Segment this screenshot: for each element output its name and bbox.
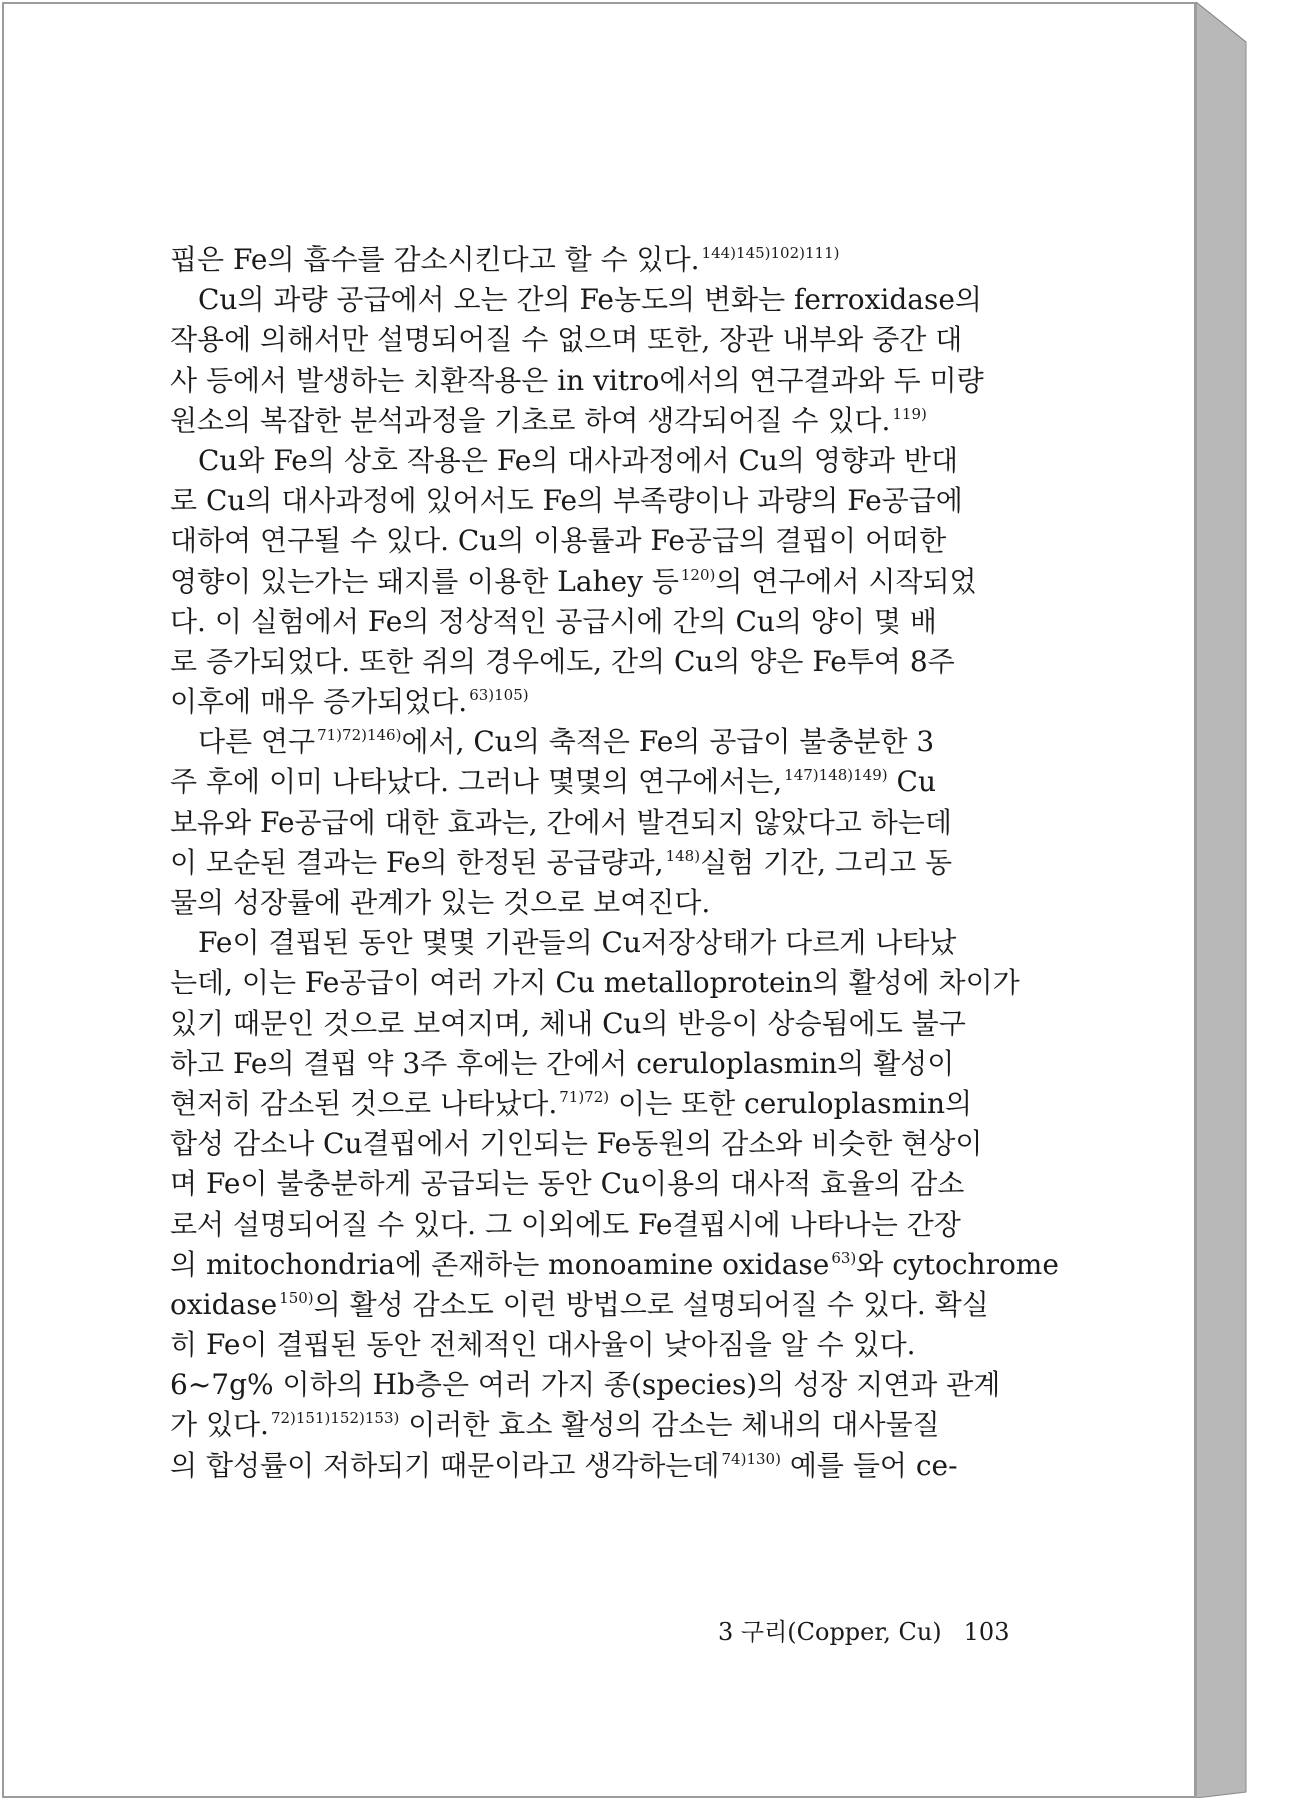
line-text: 는데, 이는 Fe공급이 여러 가지 Cu metalloprotein의 활성에 차이가: [170, 966, 1020, 1000]
text-line: [170, 1124, 1050, 1164]
line-text: 합성 감소나 Cu결핍에서 기인되는 Fe동원의 감소와 비슷한 현상이: [170, 1127, 983, 1161]
line-text: oxidase: [170, 1287, 278, 1321]
line-text-continued: 이는 또한 ceruloplasmin의: [609, 1086, 973, 1120]
line-text: 핍은 Fe의 흡수를 감소시킨다고 할 수 있다.: [170, 243, 700, 276]
line-text: 의 mitochondria에 존재하는 monoamine oxidase: [170, 1247, 830, 1281]
text-line: [170, 1405, 1050, 1445]
line-text: 이후에 매우 증가되었다.: [170, 685, 468, 719]
line-text-continued: 에서, Cu의 축적은 Fe의 공급이 불충분한 3: [401, 725, 935, 759]
line-text: 대하여 연구될 수 있다. Cu의 이용률과 Fe공급의 결핍이 어떠한: [170, 524, 947, 558]
book-thickness-graphic: [1196, 2, 1292, 1798]
citation-superscript: 144)145)102)111): [701, 244, 840, 262]
text-line: [170, 1084, 1050, 1124]
text-line: [170, 843, 1050, 883]
line-text-continued: 실험 기간, 그리고 동: [700, 845, 953, 879]
text-line: [170, 762, 1050, 802]
text-line: [170, 280, 1050, 320]
line-text: 히 Fe이 결핍된 동안 전체적인 대사율이 낮아짐을 알 수 있다.: [170, 1328, 916, 1362]
line-text: 이 모순된 결과는 Fe의 한정된 공급량과,: [170, 845, 664, 879]
citation-superscript: 120): [680, 565, 716, 584]
line-text-continued: 의 활성 감소도 이런 방법으로 설명되어질 수 있다. 확실: [313, 1287, 989, 1321]
line-text: Fe이 결핍된 동안 몇몇 기관들의 Cu저장상태가 다르게 나타났: [198, 926, 957, 960]
text-line: [170, 642, 1050, 682]
text-line: [170, 1446, 1050, 1486]
line-text-continued: 와 cytochrome: [856, 1247, 1059, 1281]
line-text: 원소의 복잡한 분석과정을 기초로 하여 생각되어질 수 있다.: [170, 403, 891, 437]
text-line: [170, 441, 1050, 481]
line-text: 있기 때문인 것으로 보여지며, 체내 Cu의 반응이 상승됨에도 불구: [170, 1006, 966, 1040]
line-text: 다른 연구: [198, 725, 316, 759]
citation-superscript: 147)148)149): [784, 766, 888, 785]
text-line: [170, 602, 1050, 642]
text-line: [170, 1044, 1050, 1084]
text-line: [170, 1365, 1050, 1405]
citation-superscript: 71)72)146): [317, 726, 402, 745]
text-line: [170, 361, 1050, 401]
citation-superscript: 150): [279, 1288, 314, 1307]
body-text: [170, 240, 1059, 1486]
citation-superscript: 74)130): [721, 1449, 781, 1468]
citation-superscript: 63): [831, 1248, 857, 1267]
text-line: [170, 682, 1050, 722]
text-line: [170, 401, 1050, 441]
text-line: [170, 803, 1050, 843]
text-line: [170, 963, 1050, 1003]
line-text: 로 Cu의 대사과정에 있어서도 Fe의 부족량이나 과량의 Fe공급에: [170, 484, 963, 518]
text-line: [170, 883, 1050, 923]
text-line: [170, 562, 1050, 602]
line-text: Cu의 과량 공급에서 오는 간의 Fe농도의 변화는 ferroxidase의: [198, 283, 982, 317]
line-text: 다. 이 실험에서 Fe의 정상적인 공급시에 간의 Cu의 양이 몇 배: [170, 604, 937, 638]
text-line: [170, 1245, 1059, 1285]
line-text: 며 Fe이 불충분하게 공급되는 동안 Cu이용의 대사적 효율의 감소: [170, 1167, 965, 1201]
line-text: 물의 성장률에 관계가 있는 것으로 보여진다.: [170, 886, 711, 919]
line-text: 주 후에 이미 나타났다. 그러나 몇몇의 연구에서는,: [170, 765, 783, 799]
text-line: [170, 722, 1050, 762]
text-line: [170, 1164, 1050, 1204]
text-line: [170, 521, 1050, 561]
text-line: [170, 1205, 1050, 1245]
text-line: [170, 923, 1050, 963]
line-text-continued: 의 연구에서 시작되었: [715, 564, 977, 598]
line-text: 영향이 있는가는 돼지를 이용한 Lahey 등: [170, 564, 679, 598]
page-footer: [718, 1612, 1048, 1647]
line-text: 가 있다.: [170, 1408, 269, 1442]
citation-superscript: 71)72): [559, 1087, 610, 1106]
line-text: 로서 설명되어질 수 있다. 그 이외에도 Fe결핍시에 나타나는 간장: [170, 1207, 961, 1241]
line-text: 보유와 Fe공급에 대한 효과는, 간에서 발견되지 않았다고 하는데: [170, 805, 952, 839]
text-line: [170, 320, 1050, 360]
text-line: [170, 1325, 1050, 1365]
line-text: 사 등에서 발생하는 치환작용은 in vitro에서의 연구결과와 두 미량: [170, 363, 984, 397]
text-line: [170, 240, 1050, 280]
line-text-continued: 이러한 효소 활성의 감소는 체내의 대사물질: [399, 1408, 940, 1442]
citation-superscript: 63)105): [469, 686, 529, 705]
chapter-title: 3 구리(Copper, Cu): [718, 1618, 942, 1646]
book-side-edge: [1196, 2, 1292, 1798]
text-line: [170, 481, 1050, 521]
line-text: 작용에 의해서만 설명되어질 수 없으며 또한, 장관 내부와 중간 대: [170, 323, 963, 357]
line-text: 6~7g% 이하의 Hb층은 여러 가지 종(species)의 성장 지연과 관계: [170, 1368, 1001, 1402]
line-text: 로 증가되었다. 또한 쥐의 경우에도, 간의 Cu의 양은 Fe투여 8주: [170, 644, 955, 678]
line-text: Cu와 Fe의 상호 작용은 Fe의 대사과정에서 Cu의 영향과 반대: [198, 443, 959, 477]
citation-superscript: 119): [892, 404, 927, 423]
line-text: 의 합성률이 저하되기 때문이라고 생각하는데: [170, 1448, 720, 1482]
line-text: 하고 Fe의 결핍 약 3주 후에는 간에서 ceruloplasmin의 활성이: [170, 1046, 955, 1080]
text-line: [170, 1004, 1050, 1044]
citation-superscript: 72)151)152)153): [270, 1409, 400, 1428]
line-text-continued: 예를 들어 ce-: [780, 1448, 958, 1482]
page-number: 103: [963, 1618, 1010, 1646]
line-text: 현저히 감소된 것으로 나타났다.: [170, 1086, 558, 1120]
line-text-continued: Cu: [887, 765, 936, 799]
text-line: [170, 1285, 1050, 1325]
citation-superscript: 148): [665, 846, 701, 865]
